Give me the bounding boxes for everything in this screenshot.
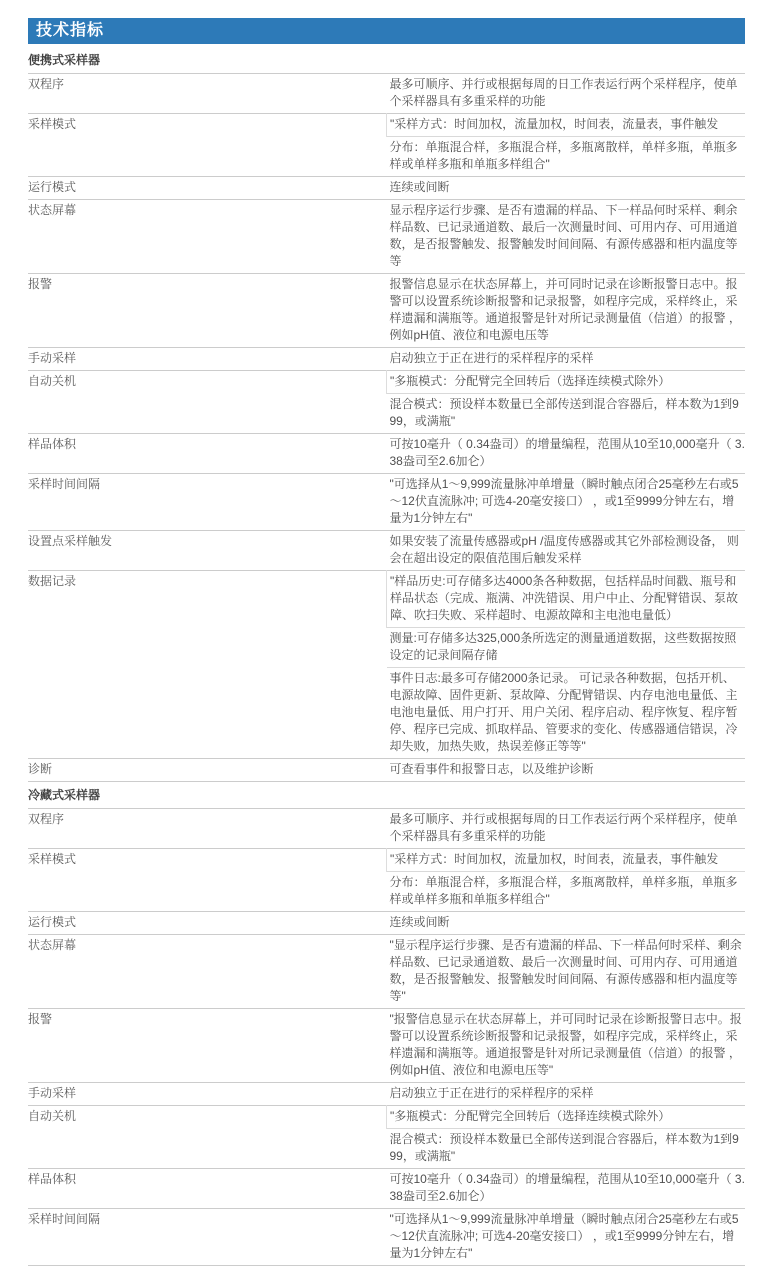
section-header-row (28, 47, 745, 74)
spec-row (28, 872, 745, 912)
spec-label (28, 137, 387, 177)
spec-row (28, 177, 745, 200)
spec-label (28, 872, 387, 912)
spec-value: 分布：单瓶混合样，多瓶混合样，多瓶离散样，单样多瓶，单瓶多样或单样多瓶和单瓶多样组合" (387, 137, 746, 177)
spec-row (28, 394, 745, 434)
spec-row (28, 1129, 745, 1169)
spec-row (28, 348, 745, 371)
spec-value: 最多可顺序、并行或根据每周的日工作表运行两个采样程序，使单个采样器具有多重采样的功能 (387, 809, 746, 849)
spec-label: 样品体积 (28, 434, 387, 474)
spec-label: 双程序 (28, 74, 387, 114)
section-title: 冷藏式采样器 (28, 782, 745, 809)
spec-label (28, 394, 387, 434)
spec-value: "样品历史:可存储多达4000条各种数据，包括样品时间戳、瓶号和样品状态（完成、瓶满、冲洗错误、用户中止、分配臂错误、泵故障、吹扫失败、采样超时、电源故障和主电池电量低） (387, 571, 746, 628)
spec-row (28, 935, 745, 1009)
section-title-bar (28, 18, 745, 44)
spec-row (28, 809, 745, 849)
spec-label: 状态屏幕 (28, 935, 387, 1009)
section-title: 便携式采样器 (28, 53, 101, 67)
section-header-row (28, 782, 745, 809)
spec-row (28, 274, 745, 348)
spec-row (28, 371, 745, 394)
spec-value: 可查看事件和报警日志，以及维护诊断 (387, 759, 746, 782)
spec-label: 自动关机 (28, 1106, 387, 1129)
spec-value: "报警信息显示在状态屏幕上，并可同时记录在诊断报警日志中。报警可以设置系统诊断报警和记录报警，如程序完成，采样终止，采样遗漏和满瓶等。通道报警是针对所记录测量值（信道）的报警 ，例如pH值、液位和电源电压等" (387, 1009, 746, 1083)
spec-row (28, 1106, 745, 1129)
spec-value: "多瓶模式：分配臂完全回转后（选择连续模式除外） (387, 371, 746, 394)
spec-value: 连续或间断 (387, 912, 746, 935)
spec-label: 采样时间间隔 (28, 1209, 387, 1266)
spec-label: 手动采样 (28, 348, 387, 371)
spec-value: 如果安装了流量传感器或pH /温度传感器或其它外部检测设备， 则会在超出设定的限值范围后触发采样 (387, 531, 746, 571)
spec-value: 显示程序运行步骤、是否有遗漏的样品、下一样品何时采样、剩余样品数、已记录通道数、最后一次测量时间、可用内存、可用通道数，是否报警触发、报警触发时间间隔、有源传感器和柜内温度等等 (387, 200, 746, 274)
spec-value: "显示程序运行步骤、是否有遗漏的样品、下一样品何时采样、剩余样品数、已记录通道数、最后一次测量时间、可用内存、可用通道数，是否报警触发、报警触发时间间隔、有源传感器和柜内温度等等" (387, 935, 746, 1009)
spec-row (28, 759, 745, 782)
spec-row (28, 1169, 745, 1209)
spec-label (28, 1129, 387, 1169)
spec-value: 可按10毫升（ 0.34盎司）的增量编程，范围从10至10,000毫升（ 3.38盎司至2.6加仑） (387, 434, 746, 474)
spec-label: 采样模式 (28, 114, 387, 137)
spec-label: 采样时间间隔 (28, 474, 387, 531)
spec-label: 自动关机 (28, 371, 387, 394)
spec-label: 数据记录 (28, 571, 387, 628)
spec-row (28, 849, 745, 872)
spec-row (28, 137, 745, 177)
spec-value: "采样方式：时间加权，流量加权，时间表，流量表，事件触发 (387, 849, 746, 872)
spec-value: 最多可顺序、并行或根据每周的日工作表运行两个采样程序，使单个采样器具有多重采样的功能 (387, 74, 746, 114)
spec-row (28, 571, 745, 628)
spec-row (28, 200, 745, 274)
spec-value: 可按10毫升（ 0.34盎司）的增量编程，范围从10至10,000毫升（ 3.38盎司至2.6加仑） (387, 1169, 746, 1209)
page-title: 技术指标 (36, 22, 105, 39)
spec-value: 启动独立于正在进行的采样程序的采样 (387, 1083, 746, 1106)
spec-table (28, 47, 745, 1266)
spec-value: "可选择从1～9,999流量脉冲单增量（瞬时触点闭合25毫秒左右或5～12伏直流脉冲; 可选4-20毫安接口） ，或1至9999分钟左右，增量为1分钟左右" (387, 1209, 746, 1266)
spec-label: 样品体积 (28, 1169, 387, 1209)
spec-label: 状态屏幕 (28, 200, 387, 274)
spec-value: 混合模式：预设样本数量已全部传送到混合容器后，样本数为1到999，或满瓶" (387, 394, 746, 434)
spec-label: 诊断 (28, 759, 387, 782)
spec-label: 运行模式 (28, 177, 387, 200)
spec-label: 运行模式 (28, 912, 387, 935)
spec-label: 报警 (28, 274, 387, 348)
spec-label: 双程序 (28, 809, 387, 849)
spec-row (28, 912, 745, 935)
spec-value: 分布：单瓶混合样，多瓶混合样，多瓶离散样，单样多瓶，单瓶多样或单样多瓶和单瓶多样组合" (387, 872, 746, 912)
spec-value: "多瓶模式：分配臂完全回转后（选择连续模式除外） (387, 1106, 746, 1129)
spec-row (28, 74, 745, 114)
spec-label: 设置点采样触发 (28, 531, 387, 571)
spec-row (28, 1009, 745, 1083)
spec-value: 连续或间断 (387, 177, 746, 200)
spec-row (28, 434, 745, 474)
spec-label (28, 628, 387, 668)
spec-value: 测量:可存储多达325,000条所选定的测量通道数据，这些数据按照设定的记录间隔存储 (387, 628, 746, 668)
spec-value: "采样方式：时间加权，流量加权，时间表，流量表，事件触发 (387, 114, 746, 137)
spec-label (28, 668, 387, 759)
spec-value: "可选择从1～9,999流量脉冲单增量（瞬时触点闭合25毫秒左右或5～12伏直流脉冲; 可选4-20毫安接口） ，或1至9999分钟左右，增量为1分钟左右" (387, 474, 746, 531)
spec-label: 报警 (28, 1009, 387, 1083)
spec-page (28, 18, 745, 1266)
spec-value: 启动独立于正在进行的采样程序的采样 (387, 348, 746, 371)
spec-row (28, 1083, 745, 1106)
spec-value: 事件日志:最多可存储2000条记录。 可记录各种数据，包括开机、电源故障、固件更新、泵故障、分配臂错误、内存电池电量低、主电池电量低、用户打开、用户关闭、程序启动、程序恢复、程序暂停、程序已完成、抓取样品、管要求的变化、传感器通信错误，冷却失败，加热失败，热误差修正等等" (387, 668, 746, 759)
spec-value: 混合模式：预设样本数量已全部传送到混合容器后，样本数为1到999，或满瓶" (387, 1129, 746, 1169)
spec-row (28, 114, 745, 137)
spec-row (28, 668, 745, 759)
spec-value: 报警信息显示在状态屏幕上，并可同时记录在诊断报警日志中。报警可以设置系统诊断报警和记录报警，如程序完成，采样终止，采样遗漏和满瓶等。通道报警是针对所记录测量值（信道）的报警 ，例如pH值、液位和电源电压等 (387, 274, 746, 348)
spec-label: 采样模式 (28, 849, 387, 872)
spec-row (28, 628, 745, 668)
spec-row (28, 531, 745, 571)
spec-label: 手动采样 (28, 1083, 387, 1106)
spec-row (28, 474, 745, 531)
spec-row (28, 1209, 745, 1266)
